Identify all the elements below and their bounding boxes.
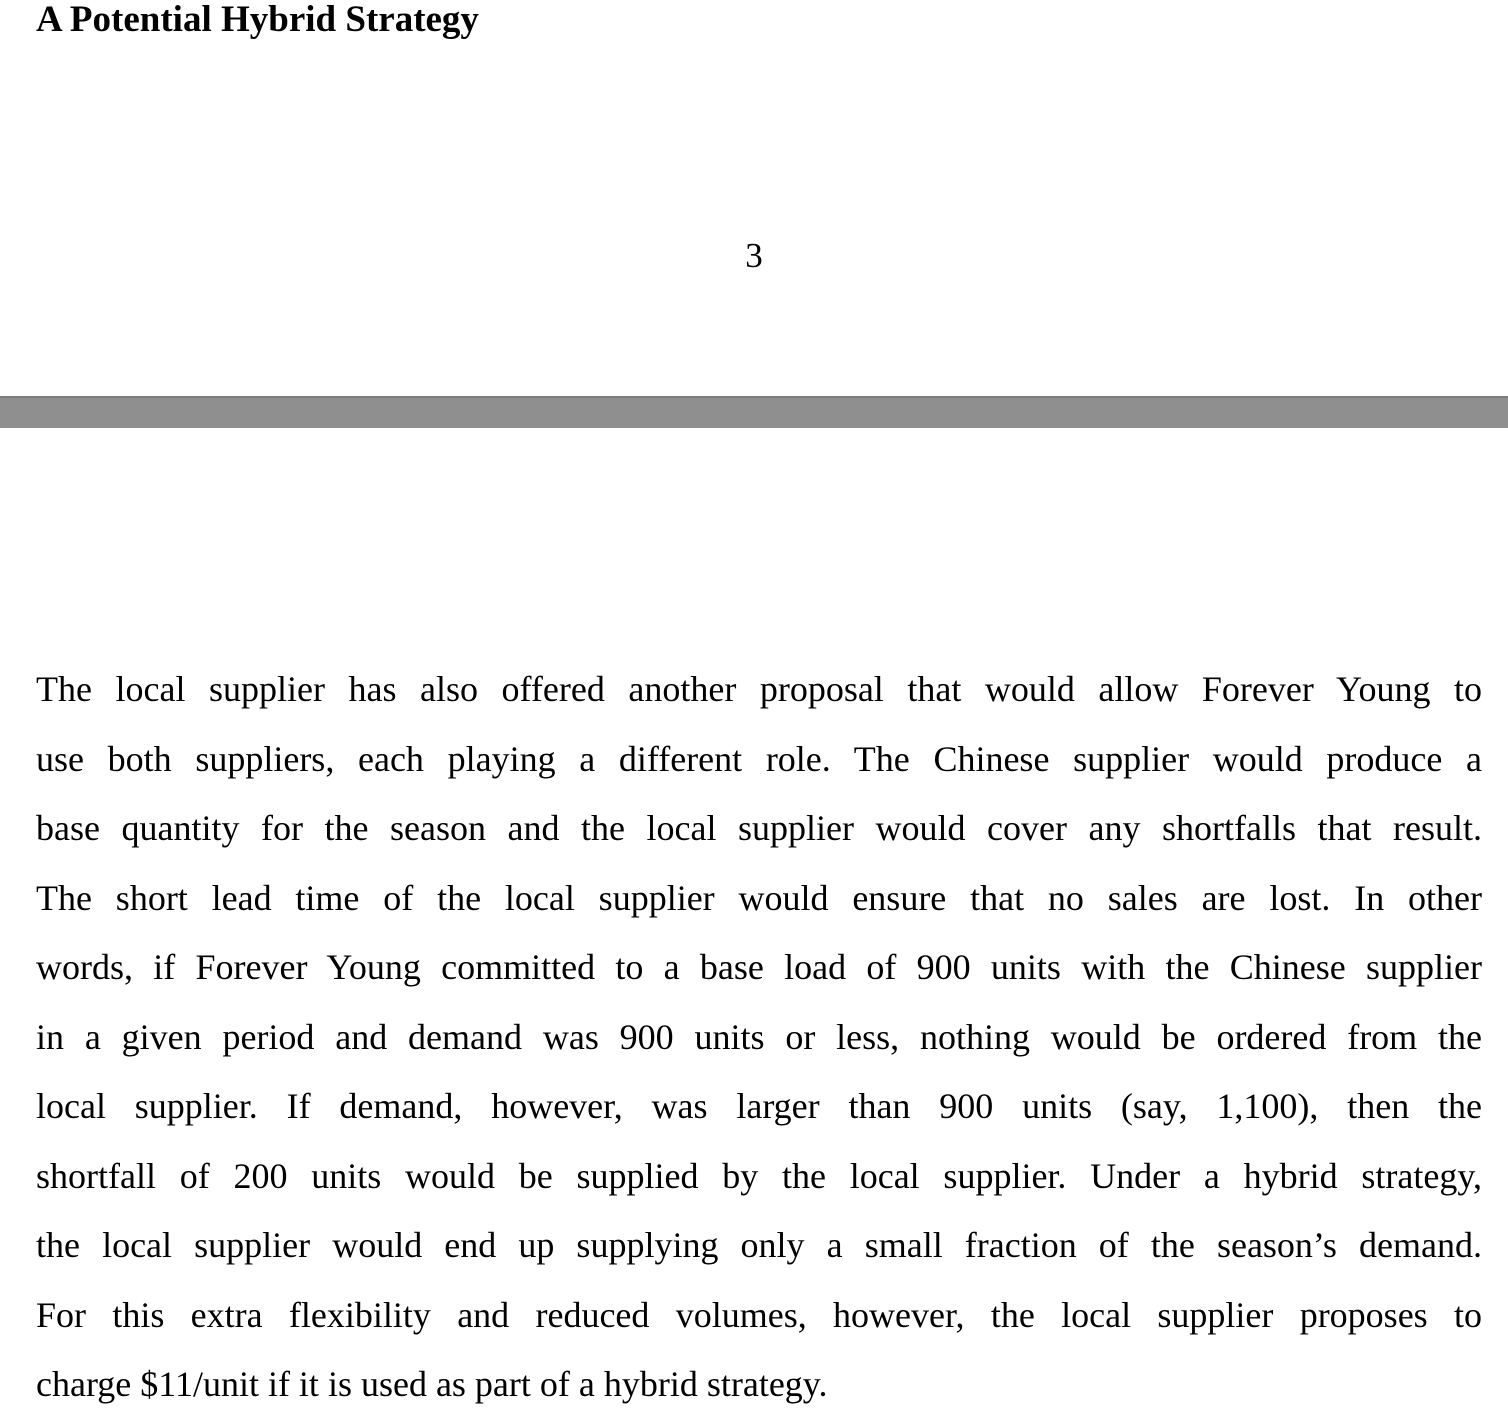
paragraph-line: For this extra flexibility and reduced volumes, however, the local supplier proposes to	[36, 1294, 1482, 1335]
paragraph-line: in a given period and demand was 900 units or less, nothing would be ordered from the	[36, 1016, 1482, 1057]
paragraph-line: The short lead time of the local supplier would ensure that no sales are lost. In other	[36, 877, 1482, 918]
page-number: 3	[745, 236, 763, 275]
paragraph-line: local supplier. If demand, however, was larger than 900 units (say, 1,100), then the	[36, 1086, 1482, 1126]
page-top	[0, 0, 1508, 396]
paragraph-line: words, if Forever Young committed to a base load of 900 units with the Chinese supplier	[36, 947, 1482, 987]
paragraph-line: use both suppliers, each playing a different role. The Chinese supplier would produce a	[36, 738, 1482, 779]
body-paragraph	[36, 655, 1482, 1420]
paragraph-line: base quantity for the season and the local supplier would cover any shortfalls that result.	[36, 808, 1482, 848]
paragraph-line: shortfall of 200 units would be supplied by the local supplier. Under a hybrid strategy,	[36, 1155, 1482, 1196]
page-separator	[0, 396, 1508, 428]
paragraph-line: the local supplier would end up supplying only a small fraction of the season’s demand.	[36, 1225, 1482, 1265]
paragraph-line: The local supplier has also offered another proposal that would allow Forever Young to	[36, 669, 1482, 709]
paragraph-line: charge $11/unit if it is used as part of a hybrid strategy.	[36, 1364, 828, 1404]
section-heading: A Potential Hybrid Strategy	[36, 0, 479, 40]
